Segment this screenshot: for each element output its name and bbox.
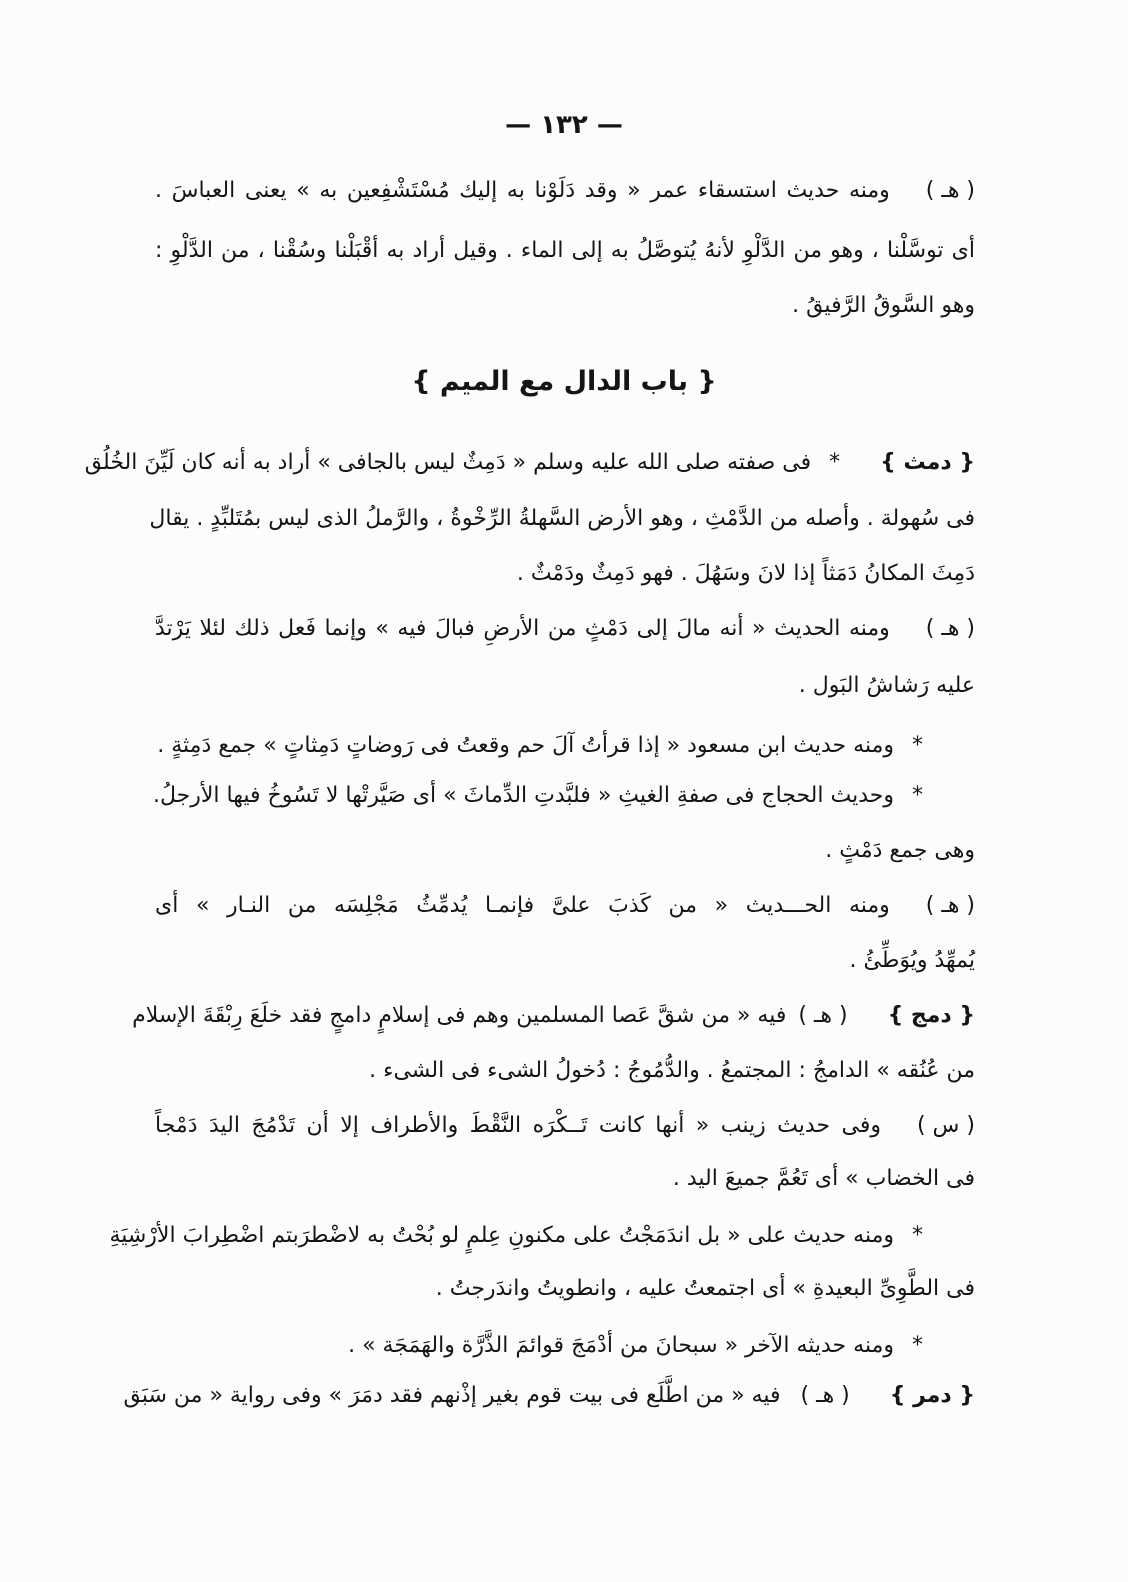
- source-marker: ( هـ ): [925, 615, 975, 641]
- text-line: [155, 1156, 975, 1200]
- line-text: فى سُهولة . وأصله من الدَّمْثِ ، وهو الأرض السَّهلةُ الرِّخْوةُ ، والرَّملُ الذى ليس بمُتَلبِّدٍ . يقال: [149, 505, 975, 531]
- line-text: وفى حديث زينب « أنها كانت تَــكْرَه النَّقْطَ والأطراف إلا أن تَدْمُجَ اليدَ دَمْجاً: [155, 1112, 881, 1138]
- line-text: عليه رَشاشُ البَول .: [798, 672, 975, 698]
- text-line: [155, 228, 975, 272]
- line-text: أى توسَّلْنا ، وهو من الدَّلْوِ لأنهُ يُتوصَّلُ به إلى الماء . وقيل أراد به أقْبَلْنا وسُقْنا ، من الدَّلْوِ :: [155, 237, 975, 263]
- line-text: وحديث الحجاج فى صفةِ الغيثِ « فلبَّدتِ الدِّماثَ » أى صَيَّرتْها لا تَسُوخُ فيها الأرجلُ.: [153, 782, 894, 808]
- source-marker: ( هـ ): [925, 892, 975, 918]
- text-line: [155, 663, 975, 707]
- line-text: فى الخضاب » أى تَعُمَّ جميعَ اليد .: [672, 1165, 975, 1191]
- page-number: — ١٣٢ —: [505, 110, 623, 140]
- text-line: [155, 828, 975, 872]
- text-line: [155, 773, 975, 817]
- entry-headword: { دمر }: [889, 1382, 975, 1408]
- line-text: دَمِثَ المكانُ دَمَثاً إذا لانَ وسَهُلَ . فهو دَمِثٌ ودَمْثٌ .: [516, 560, 975, 586]
- text-line: [155, 283, 975, 327]
- text-line: [155, 1048, 975, 1092]
- text-line: [84, 440, 975, 484]
- text-line: [155, 606, 975, 650]
- line-text: فى صفته صلى الله عليه وسلم « دَمِثٌ ليس بالجافى » أراد به أنه كان لَيِّنَ الخُلُق: [84, 449, 812, 475]
- line-text: وهى جمع دَمْثٍ .: [825, 837, 975, 863]
- text-line: [155, 723, 975, 767]
- line-text: وهو السَّوقُ الرَّفيقُ .: [792, 292, 975, 318]
- line-text: يُمهِّدُ ويُوَطِّئُ .: [849, 947, 975, 973]
- text-line: [149, 496, 975, 540]
- chapter-heading: { باب الدال مع الميم }: [411, 366, 717, 397]
- line-text: ومنه الحـــديث « من كَذبَ علىَّ فإنمـا يُدمِّثُ مَجْلِسَه من النـار » أى: [155, 892, 890, 918]
- asterisk-marker: *: [912, 1332, 923, 1358]
- source-marker: ( هـ ): [925, 177, 975, 203]
- line-text: فيه « من اطَّلَع فى بيت قوم بغير إذْنهم فقد دمَرَ » وفى رواية « من سَبَق: [123, 1382, 781, 1408]
- line-text: ومنه حديث ابن مسعود « إذا قرأتُ آلَ حم وقعتُ فى رَوضاتٍ دَمِثاتٍ » جمع دَمِثةٍ .: [157, 732, 894, 758]
- line-text: ومنه الحديث « أنه مالَ إلى دَمْثٍ من الأرضِ فبالَ فيه » وإنما فَعل ذلك لئلا يَرْتدَّ: [155, 615, 890, 641]
- text-line: [155, 168, 975, 212]
- entry-headword: { دمج }: [887, 1002, 975, 1028]
- asterisk-marker: *: [912, 1222, 923, 1248]
- source-marker: ( س ): [916, 1112, 975, 1138]
- source-marker: ( هـ ): [798, 1002, 848, 1028]
- source-marker: ( هـ ): [800, 1382, 850, 1408]
- asterisk-marker: *: [829, 449, 841, 475]
- line-text: ومنه حديث على « بل اندَمَجْتُ على مكنونِ عِلمٍ لو بُحْتُ به لاضْطرَبتم اضْطِرابَ الأرْشِيَةِ: [109, 1222, 894, 1248]
- entry-headword: { دمث }: [880, 449, 975, 475]
- text-line: [155, 1103, 975, 1147]
- line-text: ومنه حديث استسقاء عمر « وقد دَلَوْنا به إليك مُسْتَشْفِعين به » يعنى العباسَ .: [155, 177, 890, 203]
- text-line: [132, 993, 975, 1037]
- line-text: فى الطَّوِىِّ البعيدةِ » أى اجتمعتُ عليه ، وانطويتُ واندَرجتُ .: [435, 1275, 975, 1301]
- text-line: [123, 1373, 975, 1417]
- text-line: [155, 551, 975, 595]
- line-text: من عُنُقه » الدامجُ : المجتمعُ . والدُّمُوجُ : دُخولُ الشىء فى الشىء .: [369, 1057, 975, 1083]
- text-line: [155, 1266, 975, 1310]
- text-line: [155, 938, 975, 982]
- text-line: [155, 1323, 975, 1367]
- text-line: [109, 1213, 975, 1257]
- text-line: [155, 883, 975, 927]
- line-text: فيه « من شقَّ عَصا المسلمين وهم فى إسلامٍ دامجٍ فقد خلَعَ رِبْقَةَ الإسلام: [132, 1002, 787, 1028]
- asterisk-marker: *: [912, 732, 923, 758]
- asterisk-marker: *: [912, 782, 923, 808]
- line-text: ومنه حديثه الآخر « سبحانَ من أدْمَجَ قوائمَ الذَّرَّة والهَمَجَة » .: [348, 1332, 894, 1358]
